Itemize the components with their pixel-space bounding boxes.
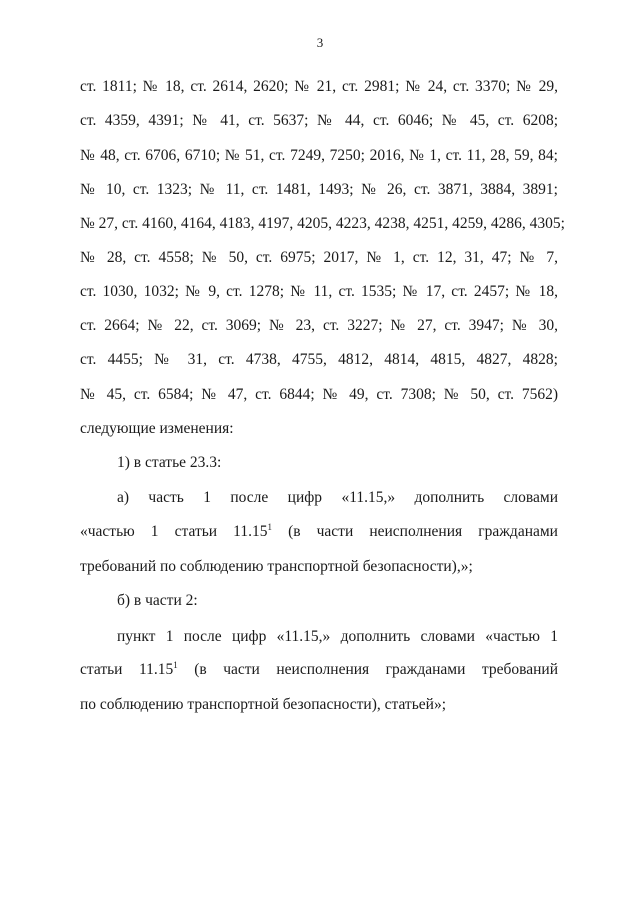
- text-line: следующие изменения:: [80, 420, 234, 437]
- text-line: статьи 11.15$^1$ (в части неисполнения гражданами требований: [80, 660, 558, 678]
- text-line: ст. 1030, 1032; № 9, ст. 1278; № 11, ст. 1535; № 17, ст. 2457; № 18,: [80, 283, 558, 300]
- text-line: по соблюдению транспортной безопасности), статьей»;: [80, 696, 447, 713]
- text-line: ст. 1811; № 18, ст. 2614, 2620; № 21, ст. 2981; № 24, ст. 3370; № 29,: [80, 78, 558, 95]
- text-line: «частью 1 статьи 11.15$^1$ (в части неисполнения гражданами: [80, 522, 558, 540]
- text-line: ст. 4359, 4391; № 41, ст. 5637; № 44, ст. 6046; № 45, ст. 6208;: [80, 112, 558, 129]
- text-line: № 28, ст. 4558; № 50, ст. 6975; 2017, № 1, ст. 12, 31, 47; № 7,: [80, 249, 558, 266]
- paragraph-start: пункт 1 после цифр «11.15,» дополнить словами «частью 1: [117, 628, 558, 645]
- page-number: 3: [316, 35, 324, 50]
- text-line: № 10, ст. 1323; № 11, ст. 1481, 1493; № 26, ст. 3871, 3884, 3891;: [80, 181, 558, 198]
- text-line: № 27, ст. 4160, 4164, 4183, 4197, 4205, 4223, 4238, 4251, 4259, 4286, 4305;: [80, 215, 565, 232]
- list-item: 1) в статье 23.3:: [117, 454, 222, 471]
- text-line: № 48, ст. 6706, 6710; № 51, ст. 7249, 7250; 2016, № 1, ст. 11, 28, 59, 84;: [80, 147, 558, 164]
- text-line: ст. 2664; № 22, ст. 3069; № 23, ст. 3227; № 27, ст. 3947; № 30,: [80, 317, 558, 334]
- text-line: № 45, ст. 6584; № 47, ст. 6844; № 49, ст. 7308; № 50, ст. 7562): [80, 386, 558, 403]
- list-item: б) в части 2:: [117, 592, 198, 609]
- paragraph-start: а) часть 1 после цифр «11.15,» дополнить словами: [117, 489, 558, 506]
- text-line: ст. 4455; № 31, ст. 4738, 4755, 4812, 4814, 4815, 4827, 4828;: [80, 351, 558, 368]
- superscript: 1: [267, 522, 272, 532]
- superscript: 1: [173, 660, 178, 670]
- text-line: требований по соблюдению транспортной безопасности),»;: [80, 558, 473, 575]
